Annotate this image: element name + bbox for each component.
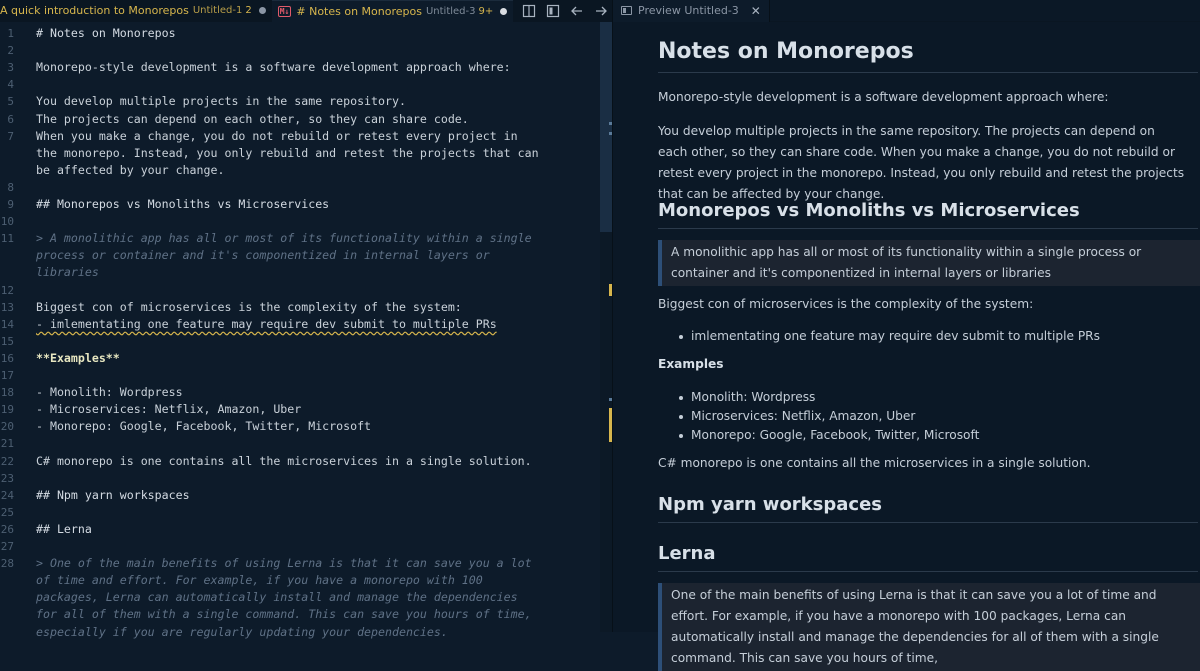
back-arrow-icon[interactable] <box>569 3 585 19</box>
close-icon[interactable]: ✕ <box>750 3 761 18</box>
line-text: for all of them with a single command. This can save you hours of time, <box>36 607 532 622</box>
tab-title: A quick introduction to Monorepos <box>0 4 189 17</box>
tab-subtitle: Untitled-1 <box>192 5 243 16</box>
preview-blockquote: A monolithic app has all or most of its functionality within a single process or container and it's componentized in internal layers or libraries <box>658 240 1200 286</box>
line-number: 26 <box>0 522 14 536</box>
line-text: process or container and it's componentized in internal layers or <box>36 248 490 263</box>
heading-rule <box>658 522 1198 523</box>
line-text: ## Npm yarn workspaces <box>36 487 190 502</box>
tab-title: Preview Untitled-3 <box>638 4 739 17</box>
line-number: 25 <box>0 505 14 519</box>
line-text: libraries <box>36 265 99 280</box>
preview-paragraph: Monorepo-style development is a software development approach where: <box>658 90 1109 104</box>
preview-heading-2: Lerna <box>658 543 716 564</box>
line-text: The projects can depend on each other, so they can share code. <box>36 111 469 126</box>
problem-count: 2 <box>245 5 252 16</box>
preview-icon <box>621 6 632 15</box>
forward-arrow-icon[interactable] <box>593 3 609 19</box>
line-text: especially if you are regularly updating your dependencies. <box>36 624 448 639</box>
preview-paragraph: C# monorepo is one contains all the microservices in a single solution. <box>658 456 1091 470</box>
preview-blockquote: One of the main benefits of using Lerna is that it can save you a lot of time and effort. For example, if you have a monorepo with 100 packages, Lerna can automatically install and manage the dependencies for all of them with a single command. This can save you hours of time, <box>658 583 1200 671</box>
line-number: 17 <box>0 369 14 382</box>
preview-paragraph: Biggest con of microservices is the complexity of the system: <box>658 297 1034 311</box>
line-text: ## Monorepos vs Monoliths vs Microservices <box>36 197 330 211</box>
heading-rule <box>658 571 1198 572</box>
list-item: imlementating one feature may require dev submit to multiple PRs <box>691 327 1100 346</box>
editor-tab-bar <box>0 0 612 22</box>
unsaved-dot-icon[interactable] <box>500 8 507 15</box>
list-item: Microservices: Netflix, Amazon, Uber <box>691 407 915 426</box>
line-text: When you make a change, you do not rebuild or retest every project in <box>36 128 518 143</box>
editor-scrollbar-thumb[interactable] <box>600 22 612 232</box>
line-text: **Examples** <box>36 350 120 365</box>
line-number: 24 <box>0 488 14 502</box>
line-number: 6 <box>7 112 14 126</box>
line-text: - Monorepo: Google, Facebook, Twitter, Microsoft <box>36 419 372 434</box>
line-number: 5 <box>7 95 14 109</box>
tab-title: # Notes on Monorepos <box>296 4 422 18</box>
heading-rule <box>658 228 1198 229</box>
preview-heading-2: Monorepos vs Monoliths vs Microservices <box>658 200 1080 221</box>
tab-subtitle: Untitled-3 <box>425 5 476 17</box>
tab-untitled-3[interactable] <box>272 0 514 22</box>
line-text: - Microservices: Netflix, Amazon, Uber <box>36 402 302 417</box>
line-number: 10 <box>0 215 14 229</box>
line-text: Monorepo-style development is a software development approach where: <box>36 60 511 75</box>
line-text: You develop multiple projects in the same repository. <box>36 94 406 109</box>
markdown-preview <box>613 22 1200 665</box>
line-number: 2 <box>7 44 14 58</box>
line-number: 7 <box>7 129 14 143</box>
line-number: 15 <box>0 334 14 348</box>
preview-tab-bar <box>613 0 1200 22</box>
line-number: 20 <box>0 420 14 434</box>
markdown-editor[interactable] <box>0 22 612 639</box>
line-number: 12 <box>0 283 14 297</box>
line-text: of time and effort. For example, if you have a monorepo with 100 <box>36 573 483 588</box>
line-number: 19 <box>0 403 14 417</box>
line-number: 27 <box>0 540 14 553</box>
line-number: 8 <box>7 180 14 194</box>
list-item: Monolith: Wordpress <box>691 388 815 407</box>
split-editor-icon[interactable] <box>521 3 537 19</box>
line-text: - imlementating one feature may require dev submit to multiple PRs <box>36 316 497 331</box>
line-text: > One of the main benefits of using Lerna is that it can save you a lot <box>36 556 532 571</box>
line-number: 9 <box>7 198 14 211</box>
line-text: the monorepo. Instead, you only rebuild and retest the projects that can <box>36 145 539 160</box>
line-number: 28 <box>0 557 14 571</box>
line-number: 4 <box>7 78 14 92</box>
line-number: 18 <box>0 386 14 400</box>
open-preview-icon[interactable] <box>545 3 561 19</box>
preview-heading-2: Npm yarn workspaces <box>658 494 882 515</box>
line-number: 11 <box>0 232 14 246</box>
line-text: packages, Lerna can automatically install and manage the dependencies <box>36 590 518 605</box>
line-text: - Monolith: Wordpress <box>36 385 183 400</box>
line-number: 22 <box>0 454 14 468</box>
list-item: Monorepo: Google, Facebook, Twitter, Microsoft <box>691 426 979 445</box>
line-number: 23 <box>0 471 14 485</box>
line-text: > A monolithic app has all or most of its functionality within a single <box>36 231 532 246</box>
line-text: ## Lerna <box>36 521 92 536</box>
line-text: C# monorepo is one contains all the microservices in a single solution. <box>36 453 532 468</box>
line-number: 3 <box>7 61 14 75</box>
tab-preview-untitled-3[interactable] <box>613 0 770 22</box>
line-text: # Notes on Monorepos <box>36 26 176 40</box>
line-number: 16 <box>0 351 14 365</box>
problem-count: 9+ <box>478 5 494 17</box>
preview-paragraph: You develop multiple projects in the same repository. The projects can depend on each other, so they can share code. When you make a change, you do not rebuild or retest every project in the monorepo. Instead, you only rebuild and retest the projects that can be affected by your change. <box>658 124 1185 201</box>
preview-heading-1: Notes on Monorepos <box>658 39 914 64</box>
line-number: 1 <box>7 27 14 40</box>
line-text: be affected by your change. <box>36 162 225 177</box>
line-number: 13 <box>0 300 14 314</box>
heading-rule <box>658 72 1198 73</box>
line-text: Biggest con of microservices is the complexity of the system: <box>36 299 462 314</box>
preview-bold-text: Examples <box>658 357 724 371</box>
markdown-file-icon: M↓ <box>279 6 290 16</box>
unsaved-dot-icon[interactable] <box>259 7 266 14</box>
tab-untitled-1[interactable] <box>0 0 272 22</box>
line-number: 21 <box>0 437 14 451</box>
line-number: 14 <box>0 317 14 331</box>
